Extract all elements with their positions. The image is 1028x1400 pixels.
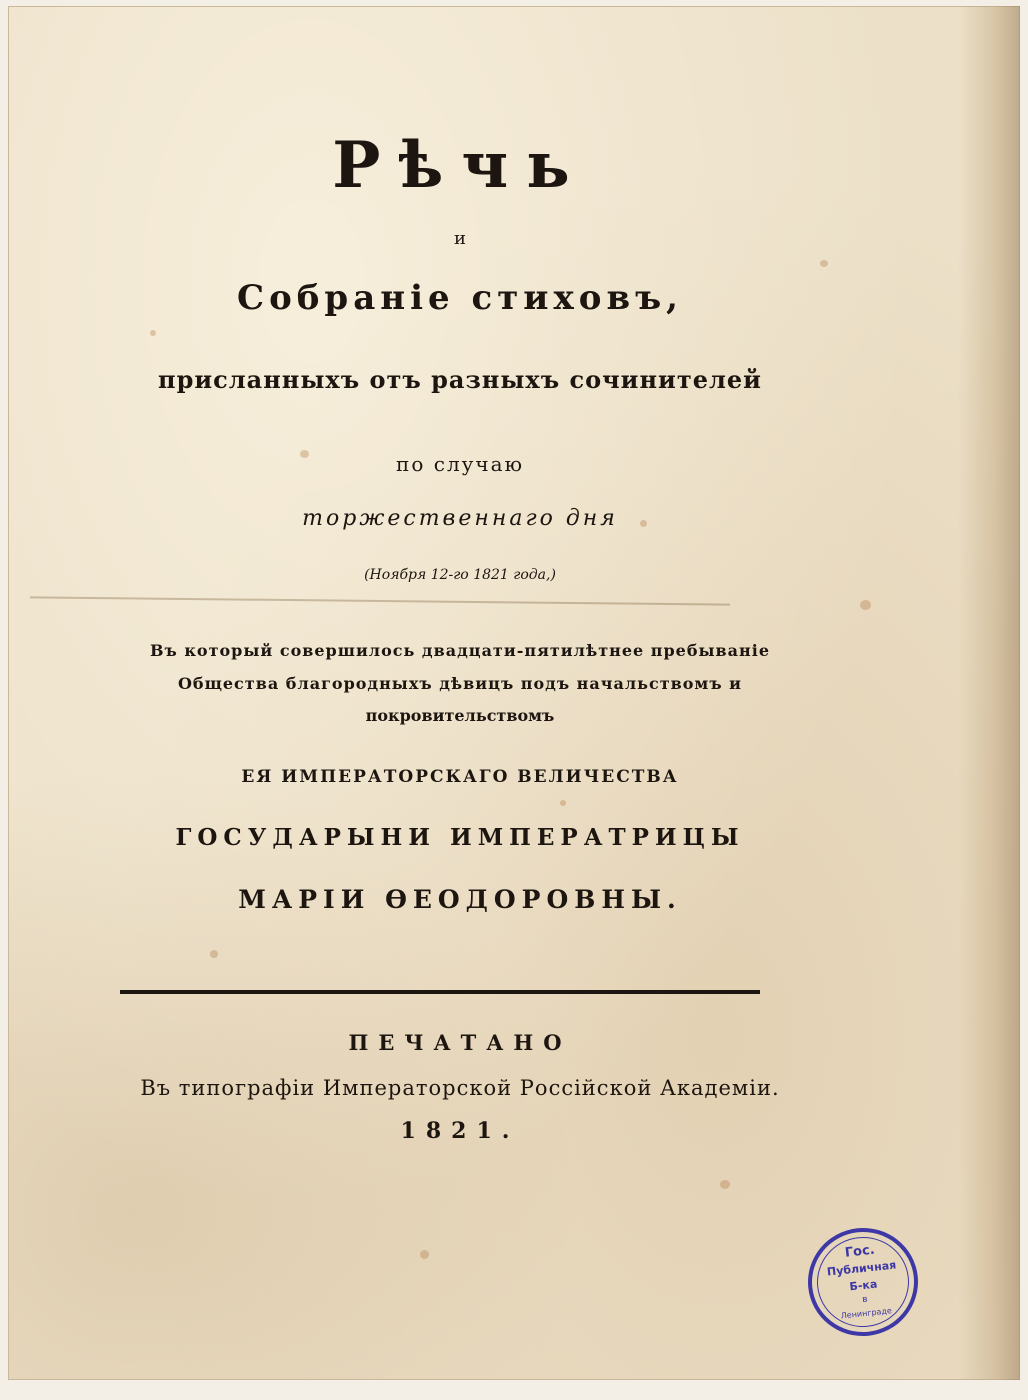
stamp-text: Гос. bbox=[844, 1242, 876, 1261]
title-conjunction: и bbox=[454, 228, 466, 249]
foxing-spot bbox=[860, 600, 871, 610]
subtitle-collection: Собраніе стиховъ, bbox=[237, 278, 683, 318]
date-line: (Ноября 12-го 1821 года,) bbox=[364, 567, 556, 583]
foxing-spot bbox=[420, 1250, 429, 1259]
dedication-line-2: Общества благородныхъ дѣвицъ подъ начальствомъ и bbox=[177, 674, 743, 693]
foxing-spot bbox=[150, 330, 156, 336]
solemn-day-line: торжественнаго дня bbox=[302, 506, 618, 531]
imprint-typography: Въ типографіи Императорской Россійской Академіи. bbox=[140, 1076, 780, 1100]
stamp-text: Б-ка bbox=[848, 1277, 878, 1294]
foxing-spot bbox=[560, 800, 566, 806]
foxing-spot bbox=[210, 950, 218, 958]
book-title: Рѣчь bbox=[332, 128, 588, 203]
stamp-text: в bbox=[861, 1294, 869, 1306]
foxing-spot bbox=[720, 1180, 730, 1189]
subtitle-sent-from: присланныхъ отъ разныхъ сочинителей bbox=[158, 365, 762, 394]
page-edge-shadow bbox=[958, 6, 1020, 1380]
dedication-line-3: покровительствомъ bbox=[365, 706, 555, 725]
imprint-printed: ПЕЧАТАНО bbox=[348, 1030, 572, 1055]
occasion-line: по случаю bbox=[396, 452, 524, 476]
stamp-text: Ленинграде bbox=[840, 1306, 893, 1321]
title-page bbox=[8, 6, 1020, 1380]
empress-name: МАРІИ ѲЕОДОРОВНЫ. bbox=[238, 885, 682, 914]
sovereign-line: ГОСУДАРЫНИ ИМПЕРАТРИЦЫ bbox=[175, 824, 745, 851]
foxing-spot bbox=[820, 260, 828, 267]
horizontal-rule bbox=[120, 990, 760, 994]
imprint-year: 1821. bbox=[400, 1118, 520, 1144]
dedication-line-1: Въ который совершилось двадцати-пятилѣтнее пребываніе bbox=[150, 641, 770, 660]
majesty-line: ЕЯ ИМПЕРАТОРСКАГО ВЕЛИЧЕСТВА bbox=[241, 767, 679, 787]
stamp-text: Публичная bbox=[826, 1258, 897, 1279]
